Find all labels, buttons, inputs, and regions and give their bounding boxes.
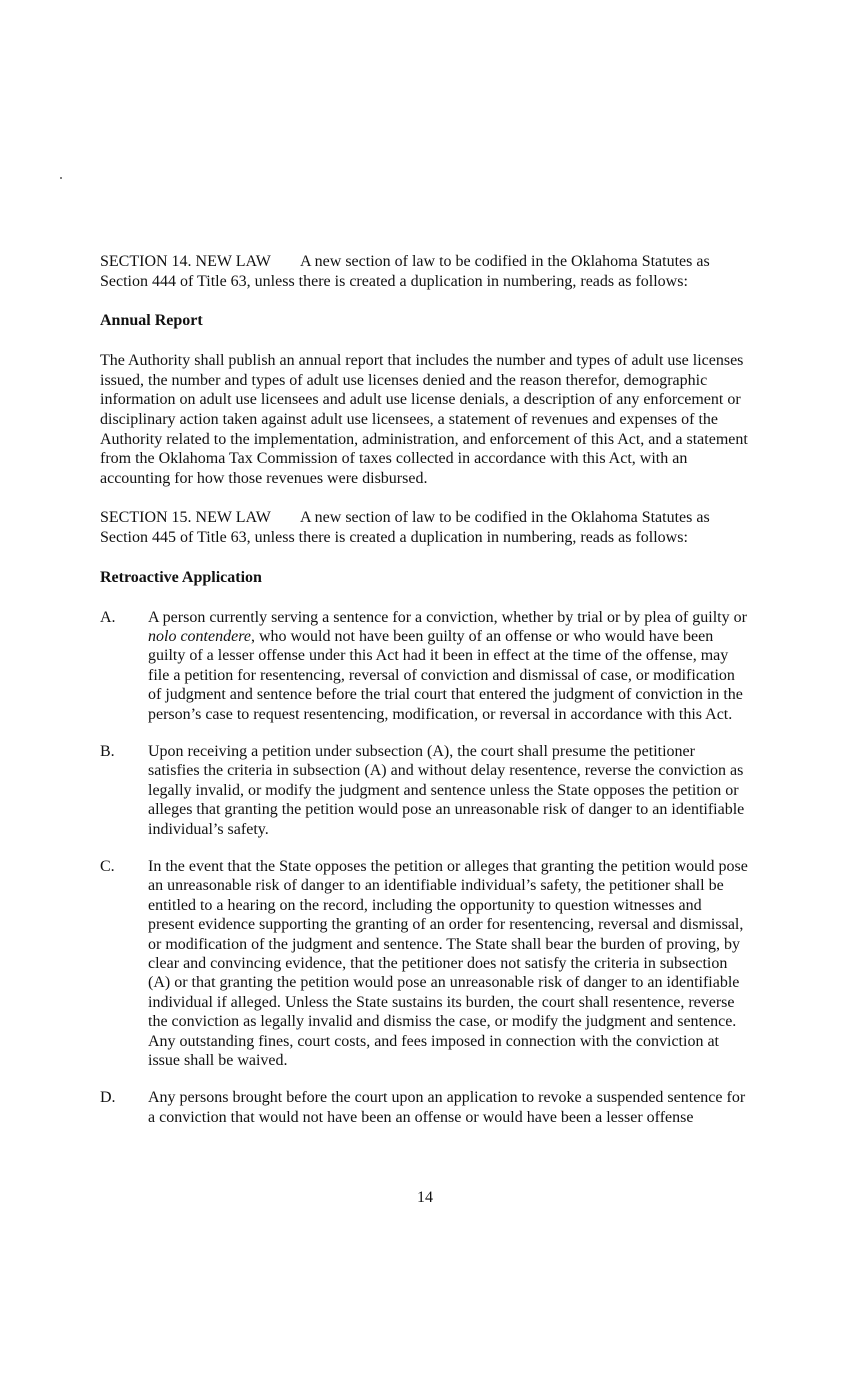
latin-term: nolo contendere <box>148 627 251 645</box>
subsection-a <box>100 608 750 724</box>
section-14-intro-line1: A new section of law to be codified in the Oklahoma Statutes as <box>300 253 710 270</box>
subsection-a-text-start: A person currently serving a sentence for a conviction, whether by trial or by plea of guilty or <box>148 608 747 626</box>
document-body <box>100 252 750 1145</box>
section-15-intro-line2: Section 445 of Title 63, unless there is created a duplication in numbering, reads as follows: <box>100 528 688 546</box>
page-number: 14 <box>417 1189 433 1206</box>
subsection-letter: D. <box>100 1089 116 1107</box>
scan-speck <box>60 177 62 179</box>
section-14-number: SECTION 14. NEW LAW <box>100 253 271 270</box>
subsection-text: Upon receiving a petition under subsection (A), the court shall presume the petitioner satisfies the criteria in subsection (A) and without delay resentence, reverse the conviction as legally invalid, or modify the judgment and sentence unless the State opposes the petition or alleges that granting the petition would pose an unreasonable risk of danger to an identifiable individual’s safety. <box>148 742 745 838</box>
subsection-letter: A. <box>100 608 116 626</box>
subsection-c <box>100 857 750 1070</box>
subsection-b <box>100 742 750 839</box>
section-14-header <box>100 252 750 291</box>
subsection-letter: B. <box>100 742 115 760</box>
subsection-a-text-end: , who would not have been guilty of an offense or who would have been guilty of a lesser offense under this Act had it been in effect at the time of the offense, may file a petition for resentencing, reversal of conviction and dismissal of case, or modification of judgment and sentence before the trial court that entered the judgment of conviction in the person’s case to request resentencing, modification, or reversal in accordance with this Act. <box>148 627 743 723</box>
annual-report-body: The Authority shall publish an annual report that includes the number and types of adult use licenses issued, the number and types of adult use licenses denied and the reason therefor, demographic information on adult use licensees and adult use license denials, a description of any enforcement or disciplinary action taken against adult use licensees, a statement of revenues and expenses of the Authority related to the implementation, administration, and enforcement of this Act, and a statement from the Oklahoma Tax Commission of taxes collected in accordance with this Act, with an accounting for how those revenues were disbursed. <box>100 352 748 487</box>
retroactive-application-heading: Retroactive Application <box>100 568 262 586</box>
subsection-text <box>148 608 750 724</box>
section-15-header <box>100 508 750 547</box>
subsection-d <box>100 1088 750 1127</box>
section-15-number: SECTION 15. NEW LAW <box>100 509 271 527</box>
annual-report-heading: Annual Report <box>100 312 203 330</box>
section-15-intro-line1: A new section of law to be codified in the Oklahoma Statutes as <box>300 509 710 527</box>
section-14-intro-line2: Section 444 of Title 63, unless there is created a duplication in numbering, reads as follows: <box>100 272 688 290</box>
subsection-text: Any persons brought before the court upon an application to revoke a suspended sentence for a conviction that would not have been an offense or would have been a lesser offense <box>148 1089 746 1126</box>
subsection-letter: C. <box>100 858 115 875</box>
subsection-text: In the event that the State opposes the petition or alleges that granting the petition would pose an unreasonable risk of danger to an identifiable individual’s safety, the petitioner shall be entitled to a hearing on the record, including the opportunity to question witnesses and present evidence supporting the granting of an order for resentencing, reversal and dismissal, or modification of the judgment and sentence. The State shall bear the burden of proving, by clear and convincing evidence, that the petitioner does not satisfy the criteria in subsection (A) or that granting the petition would pose an unreasonable risk of danger to an identifiable individual if alleged. Unless the State sustains its burden, the court shall resentence, reverse the conviction as legally invalid and dismiss the case, or modify the judgment and sentence. Any outstanding fines, court costs, and fees imposed in connection with the conviction at issue shall be waived. <box>148 858 748 1070</box>
